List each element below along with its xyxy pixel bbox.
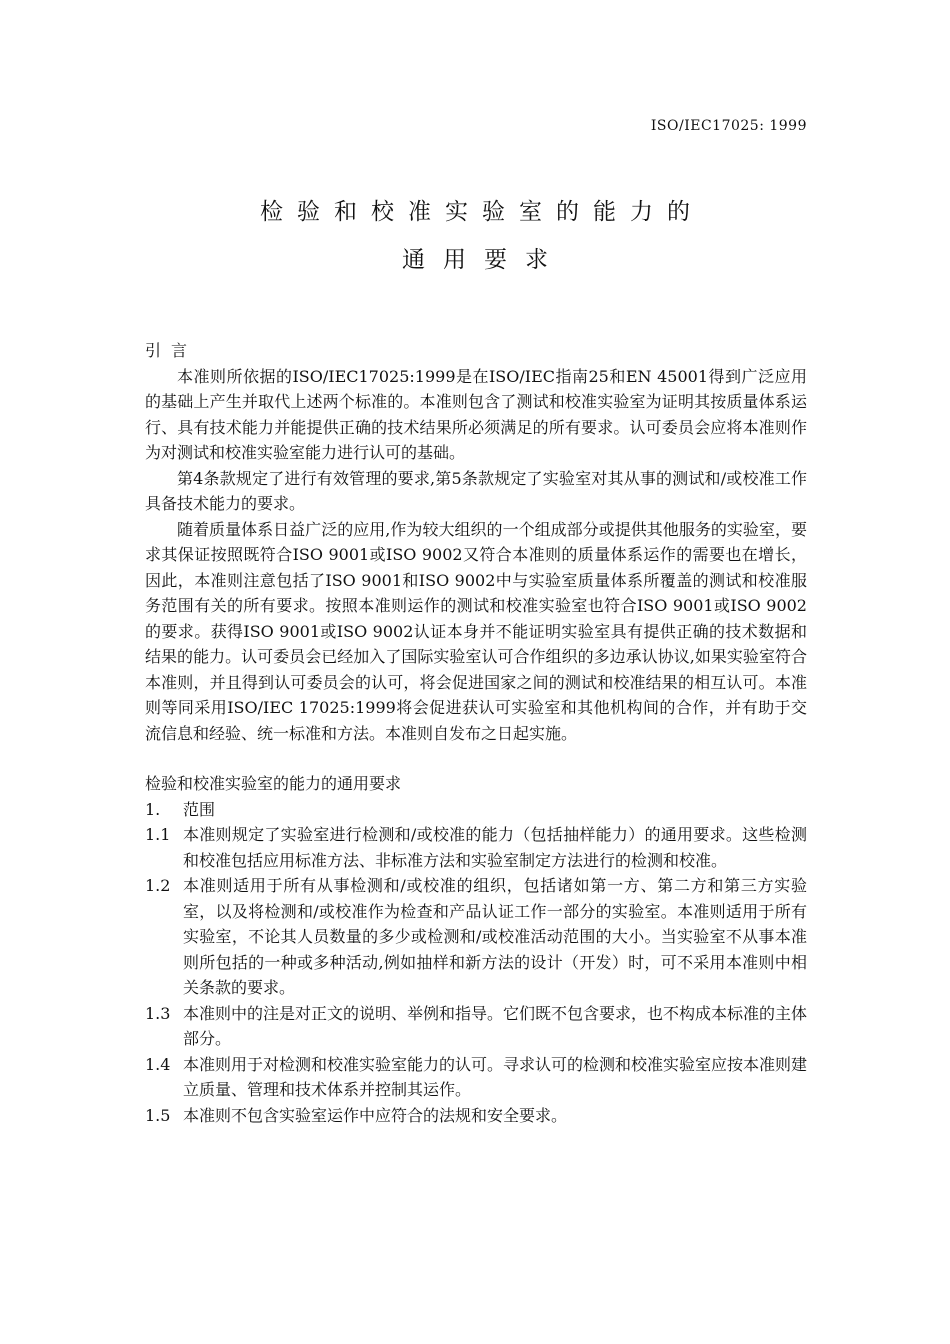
- section-title: 范围: [183, 799, 216, 819]
- intro-paragraph-2: 第4条款规定了进行有效管理的要求,第5条款规定了实验室对其从事的测试和/或校准工作具备技术能力的要求。: [145, 468, 807, 513]
- section-heading: [145, 797, 807, 823]
- clause-1-1: [145, 822, 807, 873]
- clause-number: 1.5: [145, 1105, 171, 1125]
- clause-text: 本准则适用于所有从事检测和/或校准的组织，包括诸如第一方、第二方和第三方实验室，以及将检测和/或校准作为检查和产品认证工作一部分的实验室。本准则适用于所有实验室，不论其人员数量的多少或检测和/或校准活动范围的大小。当实验室不从事本准则所包括的一种或多种活动,例如抽样和新方法的设计（开发）时，可不采用本准则中相关条款的要求。: [183, 876, 807, 997]
- document-title-line1: 检验和校准实验室的能力的: [260, 199, 704, 225]
- intro-heading: 引言: [145, 341, 198, 360]
- document-title-line2: 通用要求: [402, 247, 566, 273]
- clause-number: 1.4: [145, 1054, 171, 1074]
- spacer: [145, 746, 807, 771]
- document-body: [145, 338, 807, 1128]
- clause-1-4: [145, 1052, 807, 1103]
- clause-number: 1.3: [145, 1003, 171, 1023]
- clause-text: 本准则规定了实验室进行检测和/或校准的能力（包括抽样能力）的通用要求。这些检测和校准包括应用标准方法、非标准方法和实验室制定方法进行的检测和校准。: [183, 825, 807, 870]
- clause-text: 本准则不包含实验室运作中应符合的法规和安全要求。: [183, 1105, 568, 1125]
- clause-1-3: [145, 1001, 807, 1052]
- section-number: 1.: [145, 799, 161, 819]
- clause-number: 1.2: [145, 876, 171, 895]
- intro-paragraph-3: 随着质量体系日益广泛的应用,作为较大组织的一个组成部分或提供其他服务的实验室，要求其保证按照既符合ISO 9001或ISO 9002又符合本准则的质量体系运作的需要也在增长，因此，本准则注意包括了ISO 9001和ISO 9002中与实验室质量体系所覆盖的测试和校准服务范围有关的所有要求。按照本准则运作的测试和校准实验室也符合ISO 9001或ISO 9002的要求。获得ISO 9001或ISO 9002认证本身并不能证明实验室具有提供正确的技术数据和结果的能力。认可委员会已经加入了国际实验室认可合作组织的多边承认协议,如果实验室符合本准则，并且得到认可委员会的认可，将会促进国家之间的测试和校准结果的相互认可。本准则等同采用ISO/IEC 17025:1999将会促进获认可实验室和其他机构间的合作，并有助于交流信息和经验、统一标准和方法。本准则自发布之日起实施。: [145, 519, 807, 743]
- clause-text: 本准则用于对检测和校准实验室能力的认可。寻求认可的检测和校准实验室应按本准则建立质量、管理和技术体系并控制其运作。: [183, 1054, 808, 1099]
- clause-number: 1.1: [145, 825, 171, 844]
- standard-code: ISO/IEC17025: 1999: [650, 118, 807, 134]
- intro-paragraph-1: 本准则所依据的ISO/IEC17025:1999是在ISO/IEC指南25和EN 45001得到广泛应用的基础上产生并取代上述两个标准的。本准则包含了测试和校准实验室为证明其按质量体系运行、具有技术能力并能提供正确的技术结果所必须满足的所有要求。认可委员会应将本准则作为对测试和校准实验室能力进行认可的基础。: [145, 366, 807, 462]
- clause-text: 本准则中的注是对正文的说明、举例和指导。它们既不包含要求，也不构成本标准的主体部分。: [183, 1003, 808, 1048]
- main-heading: 检验和校准实验室的能力的通用要求: [145, 774, 402, 793]
- clause-1-5: [145, 1103, 807, 1129]
- clause-1-2: [145, 873, 807, 1001]
